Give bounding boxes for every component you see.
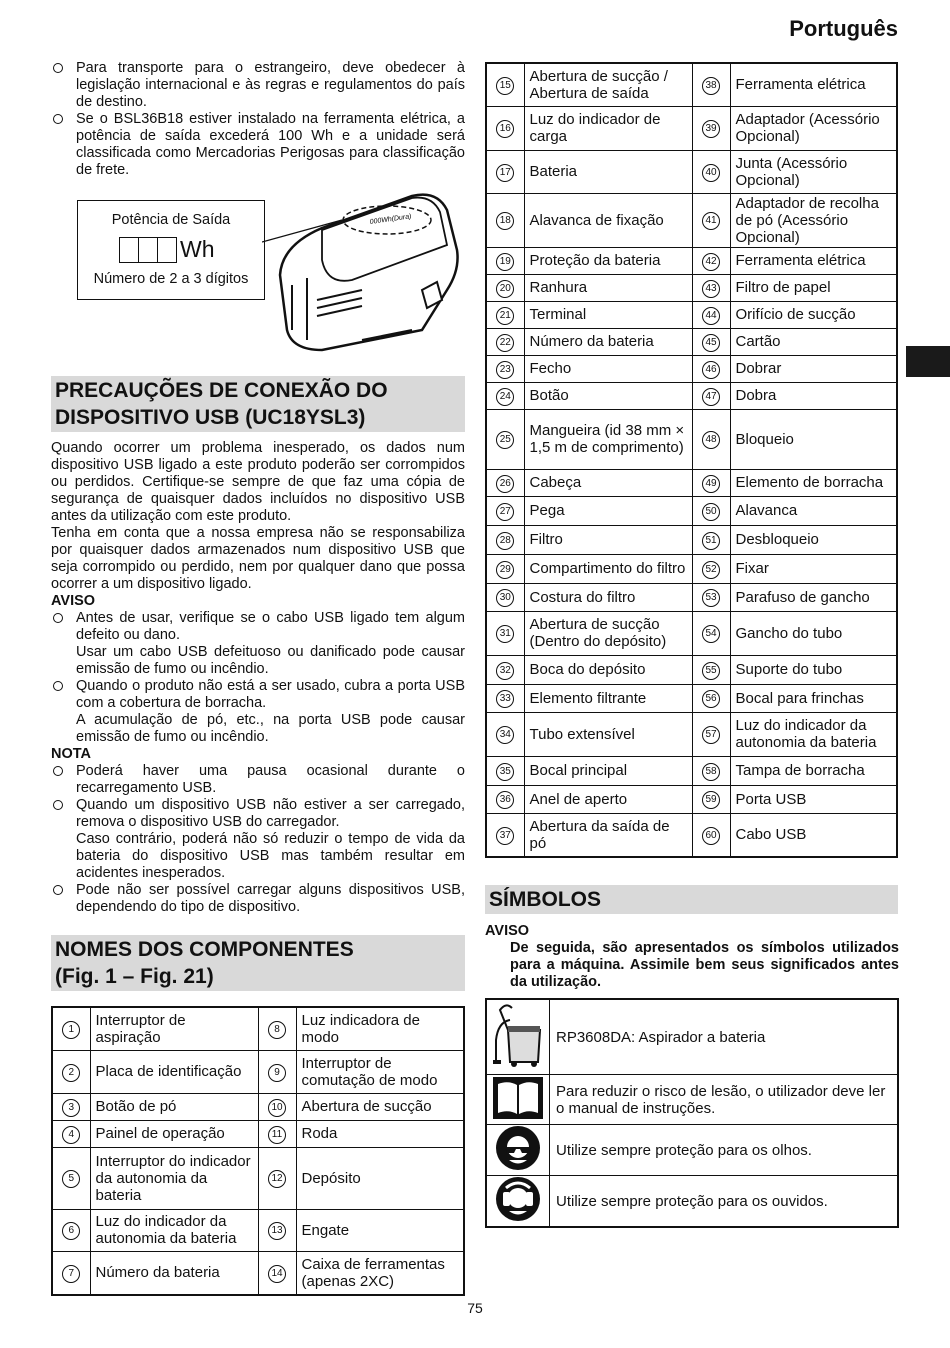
component-name: Caixa de ferramentas (apenas 2XC) bbox=[296, 1251, 464, 1295]
component-number-cell bbox=[692, 469, 730, 496]
component-name: Costura do filtro bbox=[524, 583, 692, 611]
component-number-cell bbox=[486, 813, 524, 857]
component-row bbox=[486, 554, 897, 583]
component-number-cell bbox=[692, 63, 730, 106]
component-number: 48 bbox=[702, 431, 720, 449]
component-number-cell bbox=[692, 684, 730, 712]
components-section-title bbox=[51, 935, 465, 991]
component-row bbox=[52, 1209, 464, 1251]
component-number: 25 bbox=[496, 431, 514, 449]
component-number: 11 bbox=[268, 1126, 286, 1144]
component-name: Botão de pó bbox=[90, 1093, 258, 1120]
component-number: 52 bbox=[702, 561, 720, 579]
component-number-cell bbox=[258, 1093, 296, 1120]
component-name: Luz indicadora de modo bbox=[296, 1007, 464, 1050]
components-title-line-2: (Fig. 1 – Fig. 21) bbox=[55, 965, 214, 988]
symbol-description: RP3608DA: Aspirador a bateria bbox=[550, 999, 899, 1075]
component-number: 1 bbox=[62, 1021, 80, 1039]
component-name: Elemento de borracha bbox=[730, 469, 897, 496]
component-number: 8 bbox=[268, 1021, 286, 1039]
component-row bbox=[486, 63, 897, 106]
component-number-cell bbox=[486, 355, 524, 382]
symbols-intro-block bbox=[485, 923, 899, 991]
components-table-right bbox=[485, 62, 898, 858]
component-number-cell bbox=[486, 193, 524, 247]
symbol-row bbox=[486, 1125, 898, 1176]
component-number-cell bbox=[486, 469, 524, 496]
component-number-cell bbox=[486, 150, 524, 193]
component-number: 3 bbox=[62, 1099, 80, 1117]
component-number: 39 bbox=[702, 120, 720, 138]
component-name: Botão bbox=[524, 382, 692, 409]
component-number-cell bbox=[486, 328, 524, 355]
component-number: 34 bbox=[496, 726, 514, 744]
component-row bbox=[486, 150, 897, 193]
digit-box bbox=[138, 237, 158, 263]
digit-box bbox=[157, 237, 177, 263]
component-row bbox=[486, 525, 897, 554]
component-name: Porta USB bbox=[730, 785, 897, 813]
component-name: Painel de operação bbox=[90, 1120, 258, 1147]
component-row bbox=[486, 813, 897, 857]
component-row bbox=[486, 785, 897, 813]
symbol-description: Utilize sempre proteção para os olhos. bbox=[550, 1125, 899, 1176]
component-number: 43 bbox=[702, 280, 720, 298]
component-number: 16 bbox=[496, 120, 514, 138]
component-name: Ferramenta elétrica bbox=[730, 247, 897, 274]
component-number: 47 bbox=[702, 388, 720, 406]
component-number-cell bbox=[486, 785, 524, 813]
vacuum-cleaner-icon bbox=[486, 999, 550, 1075]
component-number-cell bbox=[52, 1093, 90, 1120]
component-row bbox=[486, 469, 897, 496]
component-name: Luz do indicador da autonomia da bateria bbox=[730, 712, 897, 756]
symbols-intro-text: De seguida, são apresentados os símbolos utilizados para a máquina. Assimile bem seus significados antes da utilização. bbox=[510, 940, 899, 990]
digit-box bbox=[119, 237, 139, 263]
ear-protection-icon bbox=[486, 1176, 550, 1228]
component-name: Compartimento do filtro bbox=[524, 554, 692, 583]
component-number-cell bbox=[692, 554, 730, 583]
transport-bullet-2: Se o BSL36B18 estiver instalado na ferramenta elétrica, a potência de saída excederá 100 Wh e a unidade será classificada como Mercadorias Perigosas para classificação de frete. bbox=[51, 111, 465, 179]
component-row bbox=[486, 611, 897, 655]
component-number: 38 bbox=[702, 77, 720, 95]
component-number-cell bbox=[52, 1147, 90, 1209]
component-number: 7 bbox=[62, 1265, 80, 1283]
component-number-cell bbox=[52, 1251, 90, 1295]
component-name: Interruptor de aspiração bbox=[90, 1007, 258, 1050]
component-name: Engate bbox=[296, 1209, 464, 1251]
component-row bbox=[486, 655, 897, 684]
component-number-cell bbox=[692, 328, 730, 355]
component-name: Dobra bbox=[730, 382, 897, 409]
component-number: 6 bbox=[62, 1222, 80, 1240]
component-name: Placa de identificação bbox=[90, 1050, 258, 1093]
component-number: 49 bbox=[702, 475, 720, 493]
component-name: Cabeça bbox=[524, 469, 692, 496]
component-name: Parafuso de gancho bbox=[730, 583, 897, 611]
component-name: Interruptor do indicador da autonomia da bateria bbox=[90, 1147, 258, 1209]
component-name: Número da bateria bbox=[524, 328, 692, 355]
component-number-cell bbox=[692, 301, 730, 328]
usb-warning-1-detail: Usar um cabo USB defeituoso ou danificado pode causar emissão de fumo ou incêndio. bbox=[76, 644, 465, 677]
component-name: Ferramenta elétrica bbox=[730, 63, 897, 106]
component-name: Elemento filtrante bbox=[524, 684, 692, 712]
component-number: 44 bbox=[702, 307, 720, 325]
component-number-cell bbox=[486, 554, 524, 583]
component-name: Número da bateria bbox=[90, 1251, 258, 1295]
component-name: Mangueira (id 38 mm × 1,5 m de comprimento) bbox=[524, 409, 692, 469]
component-row bbox=[486, 301, 897, 328]
component-number-cell bbox=[692, 150, 730, 193]
component-number-cell bbox=[258, 1147, 296, 1209]
component-number: 19 bbox=[496, 253, 514, 271]
component-name: Ranhura bbox=[524, 274, 692, 301]
component-number-cell bbox=[692, 525, 730, 554]
component-number: 42 bbox=[702, 253, 720, 271]
usb-note-2-detail: Caso contrário, poderá não só reduzir o tempo de vida da bateria do dispositivo USB mas também resultar em acidentes inesperados. bbox=[76, 831, 465, 881]
component-number: 59 bbox=[702, 791, 720, 809]
component-number-cell bbox=[486, 409, 524, 469]
component-number-cell bbox=[486, 247, 524, 274]
component-number: 5 bbox=[62, 1170, 80, 1188]
component-number: 58 bbox=[702, 763, 720, 781]
component-number: 53 bbox=[702, 589, 720, 607]
component-name: Adaptador de recolha de pó (Acessório Opcional) bbox=[730, 193, 897, 247]
component-row bbox=[486, 328, 897, 355]
component-number-cell bbox=[52, 1007, 90, 1050]
components-title-line-1: NOMES DOS COMPONENTES bbox=[55, 938, 354, 961]
component-number-cell bbox=[486, 655, 524, 684]
usb-note-2: Quando um dispositivo USB não estiver a ser carregado, remova o dispositivo USB do carregador. bbox=[51, 797, 465, 831]
output-power-label-box bbox=[77, 200, 265, 300]
component-number-cell bbox=[692, 712, 730, 756]
component-row bbox=[52, 1093, 464, 1120]
component-number: 24 bbox=[496, 388, 514, 406]
component-number: 4 bbox=[62, 1126, 80, 1144]
component-name: Abertura da saída de pó bbox=[524, 813, 692, 857]
component-row bbox=[486, 496, 897, 525]
component-number: 33 bbox=[496, 690, 514, 708]
component-number: 15 bbox=[496, 77, 514, 95]
component-name: Bloqueio bbox=[730, 409, 897, 469]
component-row bbox=[486, 247, 897, 274]
symbol-row bbox=[486, 1075, 898, 1125]
component-row bbox=[52, 1251, 464, 1295]
digits-caption: Número de 2 a 3 dígitos bbox=[93, 271, 249, 287]
component-row bbox=[52, 1147, 464, 1209]
component-name: Anel de aperto bbox=[524, 785, 692, 813]
component-number-cell bbox=[692, 247, 730, 274]
component-row bbox=[486, 583, 897, 611]
component-number: 20 bbox=[496, 280, 514, 298]
usb-section-body bbox=[51, 440, 465, 916]
component-name: Adaptador (Acessório Opcional) bbox=[730, 106, 897, 150]
component-number: 26 bbox=[496, 475, 514, 493]
component-number-cell bbox=[258, 1251, 296, 1295]
symbols-section-title: SÍMBOLOS bbox=[485, 885, 898, 914]
component-name: Dobrar bbox=[730, 355, 897, 382]
component-name: Filtro bbox=[524, 525, 692, 554]
component-row bbox=[486, 409, 897, 469]
component-number: 28 bbox=[496, 532, 514, 550]
component-number: 31 bbox=[496, 625, 514, 643]
component-number-cell bbox=[258, 1209, 296, 1251]
component-number-cell bbox=[692, 496, 730, 525]
component-name: Boca do depósito bbox=[524, 655, 692, 684]
component-number: 57 bbox=[702, 726, 720, 744]
component-name: Proteção da bateria bbox=[524, 247, 692, 274]
symbol-row bbox=[486, 1176, 898, 1228]
component-number: 9 bbox=[268, 1064, 286, 1082]
component-name: Roda bbox=[296, 1120, 464, 1147]
component-number-cell bbox=[486, 756, 524, 785]
component-number-cell bbox=[486, 496, 524, 525]
component-name: Tampa de borracha bbox=[730, 756, 897, 785]
component-number: 23 bbox=[496, 361, 514, 379]
component-row bbox=[486, 684, 897, 712]
component-number: 56 bbox=[702, 690, 720, 708]
component-number: 12 bbox=[268, 1170, 286, 1188]
component-row bbox=[52, 1050, 464, 1093]
component-name: Suporte do tubo bbox=[730, 655, 897, 684]
component-number-cell bbox=[692, 409, 730, 469]
component-number-cell bbox=[692, 655, 730, 684]
component-name: Luz do indicador da autonomia da bateria bbox=[90, 1209, 258, 1251]
component-name: Orifício de sucção bbox=[730, 301, 897, 328]
component-number-cell bbox=[692, 106, 730, 150]
component-row bbox=[52, 1007, 464, 1050]
component-number: 55 bbox=[702, 662, 720, 680]
manual-book-icon bbox=[486, 1075, 550, 1125]
component-number-cell bbox=[692, 583, 730, 611]
component-number-cell bbox=[692, 193, 730, 247]
component-number: 18 bbox=[496, 212, 514, 230]
component-row bbox=[486, 382, 897, 409]
page-number: 75 bbox=[467, 1300, 483, 1316]
component-number: 10 bbox=[268, 1099, 286, 1117]
component-number: 30 bbox=[496, 589, 514, 607]
component-number-cell bbox=[486, 63, 524, 106]
component-number-cell bbox=[692, 813, 730, 857]
component-name: Desbloqueio bbox=[730, 525, 897, 554]
component-number: 45 bbox=[702, 334, 720, 352]
battery-pack-illustration bbox=[262, 190, 467, 355]
component-number: 29 bbox=[496, 561, 514, 579]
component-number: 36 bbox=[496, 791, 514, 809]
component-number: 35 bbox=[496, 763, 514, 781]
component-name: Bocal para frinchas bbox=[730, 684, 897, 712]
component-number: 22 bbox=[496, 334, 514, 352]
component-name: Alavanca bbox=[730, 496, 897, 525]
component-name: Abertura de sucção / Abertura de saída bbox=[524, 63, 692, 106]
wh-unit: Wh bbox=[180, 236, 215, 262]
component-number: 37 bbox=[496, 827, 514, 845]
component-name: Pega bbox=[524, 496, 692, 525]
component-number-cell bbox=[692, 355, 730, 382]
component-row bbox=[486, 355, 897, 382]
symbol-row bbox=[486, 999, 898, 1075]
component-name: Interruptor de comutação de modo bbox=[296, 1050, 464, 1093]
component-number-cell bbox=[692, 756, 730, 785]
usb-note-label: NOTA bbox=[51, 746, 92, 762]
usb-warning-label: AVISO bbox=[51, 593, 96, 609]
component-name: Cabo USB bbox=[730, 813, 897, 857]
usb-warning-2: Quando o produto não está a ser usado, cubra a porta USB com a cobertura de borracha. bbox=[51, 678, 465, 712]
component-number: 54 bbox=[702, 625, 720, 643]
component-name: Fixar bbox=[730, 554, 897, 583]
component-row bbox=[486, 712, 897, 756]
component-number-cell bbox=[486, 712, 524, 756]
component-name: Junta (Acessório Opcional) bbox=[730, 150, 897, 193]
component-number-cell bbox=[486, 106, 524, 150]
component-number-cell bbox=[486, 382, 524, 409]
components-table-left bbox=[51, 1006, 465, 1296]
component-name: Gancho do tubo bbox=[730, 611, 897, 655]
component-name: Terminal bbox=[524, 301, 692, 328]
component-number-cell bbox=[52, 1209, 90, 1251]
symbol-description: Para reduzir o risco de lesão, o utilizador deve ler o manual de instruções. bbox=[550, 1075, 899, 1125]
usb-warning-1: Antes de usar, verifique se o cabo USB ligado tem algum defeito ou dano. bbox=[51, 610, 465, 644]
component-name: Fecho bbox=[524, 355, 692, 382]
component-row bbox=[486, 756, 897, 785]
svg-text:000Wh(Dura): 000Wh(Dura) bbox=[369, 213, 412, 226]
component-number-cell bbox=[486, 525, 524, 554]
usb-section-title: PRECAUÇÕES DE CONEXÃO DO DISPOSITIVO USB (UC18YSL3) bbox=[51, 376, 465, 432]
component-number: 32 bbox=[496, 662, 514, 680]
transport-notes bbox=[51, 60, 465, 179]
component-number-cell bbox=[258, 1007, 296, 1050]
usb-note-1: Poderá haver uma pausa ocasional durante o recarregamento USB. bbox=[51, 763, 465, 797]
component-name: Tubo extensível bbox=[524, 712, 692, 756]
component-number: 41 bbox=[702, 212, 720, 230]
component-number-cell bbox=[486, 583, 524, 611]
component-number: 60 bbox=[702, 827, 720, 845]
component-number-cell bbox=[692, 382, 730, 409]
component-number: 46 bbox=[702, 361, 720, 379]
component-number: 27 bbox=[496, 503, 514, 521]
component-name: Abertura de sucção bbox=[296, 1093, 464, 1120]
usb-note-3: Pode não ser possível carregar alguns dispositivos USB, dependendo do tipo de dispositivo. bbox=[51, 882, 465, 916]
component-name: Cartão bbox=[730, 328, 897, 355]
component-name: Luz do indicador de carga bbox=[524, 106, 692, 150]
component-number-cell bbox=[258, 1120, 296, 1147]
component-name: Depósito bbox=[296, 1147, 464, 1209]
component-number: 50 bbox=[702, 503, 720, 521]
symbols-warning-label: AVISO bbox=[485, 923, 530, 939]
component-row bbox=[52, 1120, 464, 1147]
component-number: 2 bbox=[62, 1064, 80, 1082]
component-number: 17 bbox=[496, 164, 514, 182]
component-name: Bateria bbox=[524, 150, 692, 193]
component-name: Filtro de papel bbox=[730, 274, 897, 301]
component-number-cell bbox=[486, 274, 524, 301]
usb-paragraph-1: Quando ocorrer um problema inesperado, os dados num dispositivo USB ligado a este produto poderão ser corrompidos ou perdidos. Certifique-se sempre de que faz uma cópia de segurança de quaisquer dados incluídos no dispositivo USB antes da utilização com este produto. bbox=[51, 440, 465, 524]
component-number: 40 bbox=[702, 164, 720, 182]
component-number-cell bbox=[52, 1050, 90, 1093]
component-number-cell bbox=[692, 274, 730, 301]
component-number-cell bbox=[486, 611, 524, 655]
component-number: 51 bbox=[702, 532, 720, 550]
component-name: Bocal principal bbox=[524, 756, 692, 785]
component-name: Alavanca de fixação bbox=[524, 193, 692, 247]
usb-paragraph-2: Tenha em conta que a nossa empresa não se responsabiliza por quaisquer dados armazenados num dispositivo USB que seja corrompido ou perdido, nem por qualquer dano que possa ocorrer a um dispositivo ligado. bbox=[51, 525, 465, 592]
component-number: 21 bbox=[496, 307, 514, 325]
component-number-cell bbox=[692, 785, 730, 813]
section-tab-marker bbox=[906, 346, 950, 377]
component-row bbox=[486, 106, 897, 150]
component-name: Abertura de sucção (Dentro do depósito) bbox=[524, 611, 692, 655]
eye-protection-icon bbox=[486, 1125, 550, 1176]
component-number: 13 bbox=[268, 1222, 286, 1240]
output-power-caption: Potência de Saída bbox=[111, 212, 231, 228]
language-label: Português bbox=[789, 16, 898, 41]
symbol-description: Utilize sempre proteção para os ouvidos. bbox=[550, 1176, 899, 1228]
component-number-cell bbox=[486, 684, 524, 712]
usb-warning-2-detail: A acumulação de pó, etc., na porta USB pode causar emissão de fumo ou incêndio. bbox=[76, 712, 465, 745]
component-number-cell bbox=[486, 301, 524, 328]
component-number-cell bbox=[692, 611, 730, 655]
component-row bbox=[486, 274, 897, 301]
component-number-cell bbox=[52, 1120, 90, 1147]
transport-bullet-1: Para transporte para o estrangeiro, deve obedecer à legislação internacional e às regras e regulamentos do país de destino. bbox=[51, 60, 465, 111]
symbols-table bbox=[485, 998, 899, 1228]
component-number-cell bbox=[258, 1050, 296, 1093]
component-number: 14 bbox=[268, 1265, 286, 1283]
component-row bbox=[486, 193, 897, 247]
